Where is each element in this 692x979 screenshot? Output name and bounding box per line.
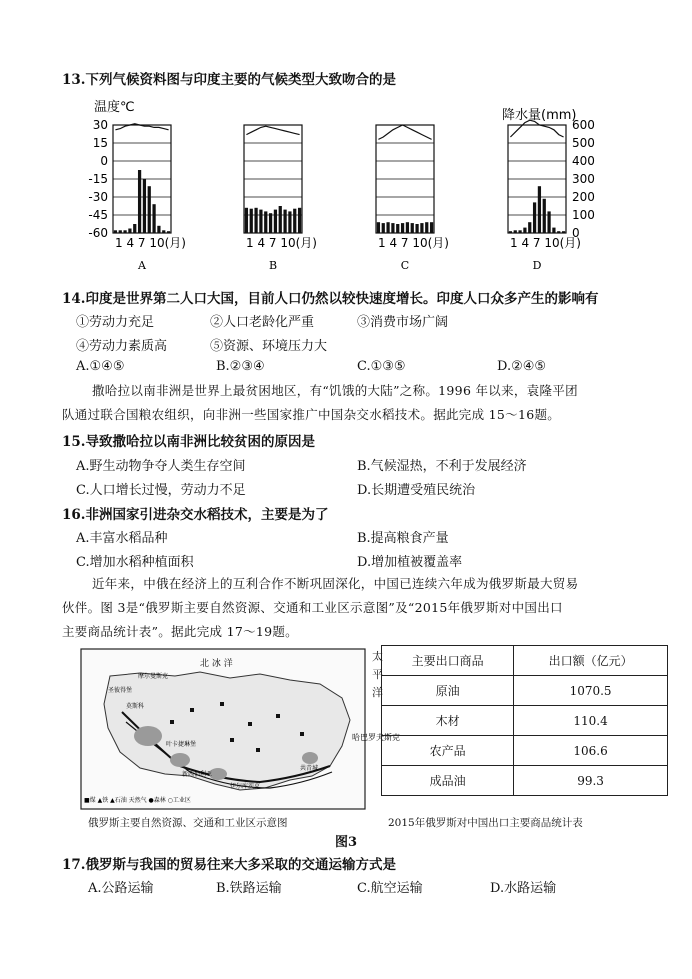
temp-tick-label: -30 xyxy=(88,190,108,204)
precip-tick-label: 300 xyxy=(572,172,595,186)
q14-stem: 14.印度是世界第二人口大国，目前人口仍然以较快速度增长。印度人口众多产生的影响有 xyxy=(62,291,599,307)
q13-stem: 13.下列气候资料图与印度主要的气候类型大致吻合的是 xyxy=(62,72,396,88)
q14-item: ④劳动力素质高 xyxy=(76,339,168,354)
table-cell: 99.3 xyxy=(514,766,668,796)
precip-bar xyxy=(411,223,414,233)
precip-bar xyxy=(123,230,126,233)
map-place: 新西伯利亚 xyxy=(182,771,213,778)
precip-bar xyxy=(401,223,404,233)
precip-bar xyxy=(547,211,550,233)
precip-bar xyxy=(133,224,136,233)
map-place: 伊尔库茨克 xyxy=(230,783,261,790)
precip-bar xyxy=(406,222,409,233)
passage-line: 伙伴。图 3是“俄罗斯主要自然资源、交通和工业区示意图”及“2015年俄罗斯对中国出口 xyxy=(62,600,563,615)
q15-option-a[interactable]: A.野生动物争夺人类生存空间 xyxy=(76,459,246,474)
precip-tick-label: 0 xyxy=(572,226,580,240)
map-place: 圣彼得堡 xyxy=(108,687,133,694)
x-tick-label: 1 4 7 10(月) xyxy=(115,236,186,250)
table-header-row xyxy=(382,646,668,676)
map-place: 叶卡捷琳堡 xyxy=(166,741,197,748)
table-cell: 原油 xyxy=(382,676,514,706)
table-cell: 成品油 xyxy=(382,766,514,796)
precip-bar xyxy=(391,223,394,233)
precip-bar xyxy=(543,199,546,233)
precip-bar xyxy=(514,230,517,233)
precip-axis-title: 降水量(mm) xyxy=(502,108,577,123)
passage-line: 撒哈拉以南非洲是世界上最贫困地区，有“饥饿的大陆”之称。1996 年以来，袁隆平团 xyxy=(92,383,578,398)
q16-option-d[interactable]: D.增加植被覆盖率 xyxy=(357,555,463,570)
precip-bar xyxy=(148,186,151,233)
q17-option-c[interactable]: C.航空运输 xyxy=(357,881,423,896)
figure-label: 图3 xyxy=(335,835,358,850)
precip-bar xyxy=(562,231,565,233)
precip-bar xyxy=(259,210,262,233)
precip-bar xyxy=(425,222,428,233)
precip-bar xyxy=(254,208,257,233)
temp-axis-title: 温度℃ xyxy=(94,100,135,115)
precip-tick-label: 400 xyxy=(572,154,595,168)
precip-tick-label: 100 xyxy=(572,208,595,222)
q16-option-a[interactable]: A.丰富水稻品种 xyxy=(76,531,168,546)
q14-item: ③消费市场广阔 xyxy=(357,315,449,330)
precip-tick-label: 500 xyxy=(572,136,595,150)
table-cell: 106.6 xyxy=(514,736,668,766)
passage-line: 近年来，中俄在经济上的互利合作不断巩固深化，中国已连续六年成为俄罗斯最大贸易 xyxy=(92,576,579,591)
russia-map xyxy=(80,648,400,810)
temp-tick-label: 15 xyxy=(92,136,108,150)
map-sea-label: 北 冰 洋 xyxy=(200,659,233,669)
precip-bar xyxy=(128,229,131,234)
q15-stem: 15.导致撒哈拉以南非洲比较贫困的原因是 xyxy=(62,434,315,450)
table-row xyxy=(382,706,668,736)
table-caption: 2015年俄罗斯对中国出口主要商品统计表 xyxy=(388,817,583,829)
q14-option-c[interactable]: C.①③⑤ xyxy=(357,359,406,374)
climate-charts xyxy=(80,95,610,275)
precip-bar xyxy=(264,211,267,233)
precip-bar xyxy=(552,228,555,233)
temp-tick-label: -60 xyxy=(88,226,108,240)
precip-bar xyxy=(523,228,526,233)
map-legend: ■煤 ▲铁 ▲石油 天然气 ●森林 ○工业区 xyxy=(84,797,191,804)
q15-option-c[interactable]: C.人口增长过慢，劳动力不足 xyxy=(76,483,246,498)
panel-label: D xyxy=(532,259,542,272)
precip-bar xyxy=(415,224,418,233)
table-cell: 1070.5 xyxy=(514,676,668,706)
precip-bar xyxy=(528,222,531,233)
precip-bar xyxy=(538,186,541,233)
q16-option-b[interactable]: B.提高粮食产量 xyxy=(357,531,449,546)
table-row xyxy=(382,736,668,766)
precip-bar xyxy=(167,231,170,233)
precip-bar xyxy=(114,230,117,233)
precip-bar xyxy=(274,210,277,233)
map-place: 共青城 xyxy=(300,765,319,772)
precip-bar xyxy=(283,210,286,233)
precip-bar xyxy=(430,222,433,233)
precip-bar xyxy=(396,224,399,233)
q16-option-c[interactable]: C.增加水稻种植面积 xyxy=(76,555,194,570)
q15-option-b[interactable]: B.气候湿热，不利于发展经济 xyxy=(357,459,527,474)
x-tick-label: 1 4 7 10(月) xyxy=(246,236,317,250)
precip-bar xyxy=(269,213,272,233)
precip-bar xyxy=(382,223,385,233)
panel-label: B xyxy=(268,259,278,272)
x-tick-label: 1 4 7 10(月) xyxy=(510,236,581,250)
map-place: 莫斯科 xyxy=(126,703,145,710)
precip-bar xyxy=(386,222,389,233)
panel-label: A xyxy=(138,259,146,272)
q17-stem: 17.俄罗斯与我国的贸易往来大多采取的交通运输方式是 xyxy=(62,857,396,873)
q15-option-d[interactable]: D.长期遭受殖民统治 xyxy=(357,483,476,498)
precip-bar xyxy=(157,226,160,233)
precip-bar xyxy=(420,223,423,233)
temp-line xyxy=(378,125,431,139)
temp-tick-label: 0 xyxy=(100,154,108,168)
precip-tick-label: 600 xyxy=(572,118,595,132)
table-cell: 110.4 xyxy=(514,706,668,736)
table-cell: 木材 xyxy=(382,706,514,736)
precip-bar xyxy=(119,230,122,233)
export-table xyxy=(381,645,668,796)
table-header: 主要出口商品 xyxy=(382,646,514,676)
precip-bar xyxy=(518,230,521,233)
precip-bar xyxy=(250,209,253,233)
temp-line xyxy=(246,126,299,134)
precip-bar xyxy=(162,230,165,233)
precip-bar xyxy=(288,211,291,233)
precip-bar xyxy=(138,170,141,233)
q17-option-d[interactable]: D.水路运输 xyxy=(490,881,557,896)
temp-tick-label: 30 xyxy=(92,118,108,132)
q17-option-b[interactable]: B.铁路运输 xyxy=(216,881,282,896)
precip-bar xyxy=(152,204,155,233)
q17-option-a[interactable]: A.公路运输 xyxy=(88,881,154,896)
passage-line: 队通过联合国粮农组织，向非洲一些国家推广中国杂交水稻技术。据此完成 15～16题。 xyxy=(62,407,561,422)
precip-bar xyxy=(298,208,301,233)
precip-bar xyxy=(293,209,296,233)
q14-option-a[interactable]: A.①④⑤ xyxy=(76,359,125,374)
ocean-label-char: 洋 xyxy=(372,686,383,699)
map-place: 哈巴罗夫斯克 xyxy=(352,733,400,742)
table-row xyxy=(382,676,668,706)
precip-tick-label: 200 xyxy=(572,190,595,204)
precip-bar xyxy=(533,202,536,233)
precip-bar xyxy=(245,208,248,233)
ocean-label-char: 太 xyxy=(372,650,383,663)
precip-bar xyxy=(377,222,380,233)
x-tick-label: 1 4 7 10(月) xyxy=(378,236,449,250)
precip-bar xyxy=(279,206,282,233)
q14-item: ①劳动力充足 xyxy=(76,315,155,330)
q14-option-d[interactable]: D.②④⑤ xyxy=(497,359,547,374)
precip-bar xyxy=(509,231,512,233)
temp-tick-label: -45 xyxy=(88,208,108,222)
temp-tick-label: -15 xyxy=(88,172,108,186)
precip-bar xyxy=(557,231,560,233)
table-cell: 农产品 xyxy=(382,736,514,766)
table-header: 出口额（亿元） xyxy=(514,646,668,676)
table-row xyxy=(382,766,668,796)
passage-line: 主要商品统计表”。据此完成 17～19题。 xyxy=(62,624,298,639)
q14-item: ⑤资源、环境压力大 xyxy=(210,339,328,354)
q16-stem: 16.非洲国家引进杂交水稻技术，主要是为了 xyxy=(62,507,329,523)
map-caption: 俄罗斯主要自然资源、交通和工业区示意图 xyxy=(88,817,288,829)
q14-item: ②人口老龄化严重 xyxy=(210,315,315,330)
map-place: 摩尔曼斯克 xyxy=(138,673,169,680)
panel-label: C xyxy=(400,259,410,272)
q14-option-b[interactable]: B.②③④ xyxy=(216,359,265,374)
precip-bar xyxy=(143,179,146,233)
ocean-label-char: 平 xyxy=(372,668,383,681)
